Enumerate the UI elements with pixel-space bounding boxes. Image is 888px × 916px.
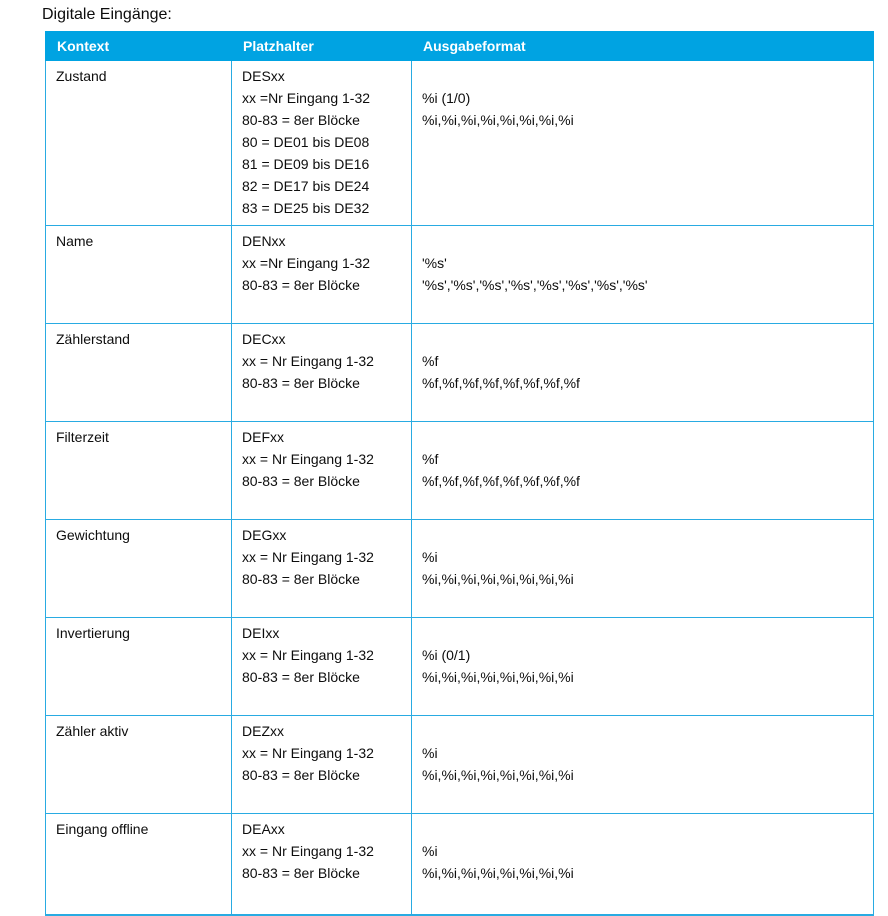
cell-line: 82 = DE17 bis DE24: [242, 178, 370, 194]
platzhalter-cell: [232, 520, 412, 618]
cell-line: %i: [422, 843, 438, 859]
cell-line: xx = Nr Eingang 1-32: [242, 647, 374, 663]
cell-line: Invertierung: [56, 625, 130, 641]
cell-line: DEFxx: [242, 429, 284, 445]
platzhalter-cell: [232, 422, 412, 520]
ausgabeformat-cell: [412, 226, 874, 324]
platzhalter-cell: [232, 814, 412, 916]
column-header-ausgabeformat: Ausgabeformat: [412, 32, 874, 61]
cell-line: Gewichtung: [56, 527, 130, 543]
platzhalter-cell: [232, 226, 412, 324]
cell-line: 80-83 = 8er Blöcke: [242, 669, 360, 685]
kontext-cell: [46, 61, 232, 226]
ausgabeformat-cell: [412, 520, 874, 618]
cell-line: DESxx: [242, 68, 285, 84]
cell-line: %i,%i,%i,%i,%i,%i,%i,%i: [422, 767, 574, 783]
platzhalter-cell: [232, 716, 412, 814]
cell-line: 81 = DE09 bis DE16: [242, 156, 370, 172]
cell-line: %f,%f,%f,%f,%f,%f,%f,%f: [422, 375, 580, 391]
table-row: [46, 324, 874, 422]
kontext-cell: [46, 226, 232, 324]
cell-line: [422, 328, 867, 350]
cell-line: %i (1/0): [422, 90, 471, 106]
cell-line: 80 = DE01 bis DE08: [242, 134, 370, 150]
ausgabeformat-cell: [412, 814, 874, 916]
table-row: [46, 520, 874, 618]
kontext-cell: [46, 716, 232, 814]
ausgabeformat-cell: [412, 422, 874, 520]
cell-line: 80-83 = 8er Blöcke: [242, 571, 360, 587]
cell-line: %i,%i,%i,%i,%i,%i,%i,%i: [422, 112, 574, 128]
cell-line: 80-83 = 8er Blöcke: [242, 767, 360, 783]
table-row: [46, 716, 874, 814]
cell-line: xx = Nr Eingang 1-32: [242, 745, 374, 761]
kontext-cell: [46, 324, 232, 422]
cell-line: 80-83 = 8er Blöcke: [242, 865, 360, 881]
cell-line: %i,%i,%i,%i,%i,%i,%i,%i: [422, 865, 574, 881]
ausgabeformat-cell: [412, 61, 874, 226]
cell-line: Filterzeit: [56, 429, 109, 445]
cell-line: xx = Nr Eingang 1-32: [242, 353, 374, 369]
cell-line: DECxx: [242, 331, 286, 347]
table-row: [46, 814, 874, 916]
cell-line: Zustand: [56, 68, 107, 84]
table-header-row: [46, 32, 874, 61]
cell-line: '%s','%s','%s','%s','%s','%s','%s','%s': [422, 277, 648, 293]
cell-line: %i: [422, 745, 438, 761]
cell-line: %f: [422, 353, 439, 369]
cell-line: [422, 818, 867, 840]
table-row: [46, 618, 874, 716]
cell-line: Zählerstand: [56, 331, 130, 347]
cell-line: DEAxx: [242, 821, 285, 837]
cell-line: 80-83 = 8er Blöcke: [242, 277, 360, 293]
cell-line: %f: [422, 451, 439, 467]
cell-line: %f,%f,%f,%f,%f,%f,%f,%f: [422, 473, 580, 489]
cell-line: %i: [422, 549, 438, 565]
cell-line: [422, 65, 867, 87]
platzhalter-cell: [232, 324, 412, 422]
cell-line: DEIxx: [242, 625, 280, 641]
kontext-cell: [46, 422, 232, 520]
table-body: [46, 61, 874, 916]
cell-line: xx = Nr Eingang 1-32: [242, 451, 374, 467]
cell-line: [422, 622, 867, 644]
cell-line: [422, 524, 867, 546]
ausgabeformat-cell: [412, 324, 874, 422]
cell-line: [422, 720, 867, 742]
ausgabeformat-cell: [412, 618, 874, 716]
cell-line: DENxx: [242, 233, 286, 249]
digital-inputs-table: [45, 31, 874, 916]
column-header-platzhalter: Platzhalter: [232, 32, 412, 61]
cell-line: 80-83 = 8er Blöcke: [242, 375, 360, 391]
kontext-cell: [46, 618, 232, 716]
cell-line: Name: [56, 233, 94, 249]
cell-line: xx =Nr Eingang 1-32: [242, 255, 371, 271]
cell-line: Eingang offline: [56, 821, 149, 837]
cell-line: [422, 426, 867, 448]
page-title: Digitale Eingänge:: [42, 6, 172, 23]
platzhalter-cell: [232, 618, 412, 716]
cell-line: 80-83 = 8er Blöcke: [242, 112, 360, 128]
cell-line: %i (0/1): [422, 647, 471, 663]
platzhalter-cell: [232, 61, 412, 226]
cell-line: '%s': [422, 255, 447, 271]
table-row: [46, 226, 874, 324]
cell-line: 83 = DE25 bis DE32: [242, 200, 370, 216]
kontext-cell: [46, 520, 232, 618]
table-row: [46, 61, 874, 226]
kontext-cell: [46, 814, 232, 916]
cell-line: [422, 230, 867, 252]
ausgabeformat-cell: [412, 716, 874, 814]
cell-line: 80-83 = 8er Blöcke: [242, 473, 360, 489]
column-header-kontext: Kontext: [46, 32, 232, 61]
cell-line: xx = Nr Eingang 1-32: [242, 549, 374, 565]
cell-line: xx = Nr Eingang 1-32: [242, 843, 374, 859]
cell-line: xx =Nr Eingang 1-32: [242, 90, 371, 106]
cell-line: DEZxx: [242, 723, 284, 739]
cell-line: DEGxx: [242, 527, 287, 543]
cell-line: %i,%i,%i,%i,%i,%i,%i,%i: [422, 669, 574, 685]
table-row: [46, 422, 874, 520]
cell-line: Zähler aktiv: [56, 723, 129, 739]
cell-line: %i,%i,%i,%i,%i,%i,%i,%i: [422, 571, 574, 587]
